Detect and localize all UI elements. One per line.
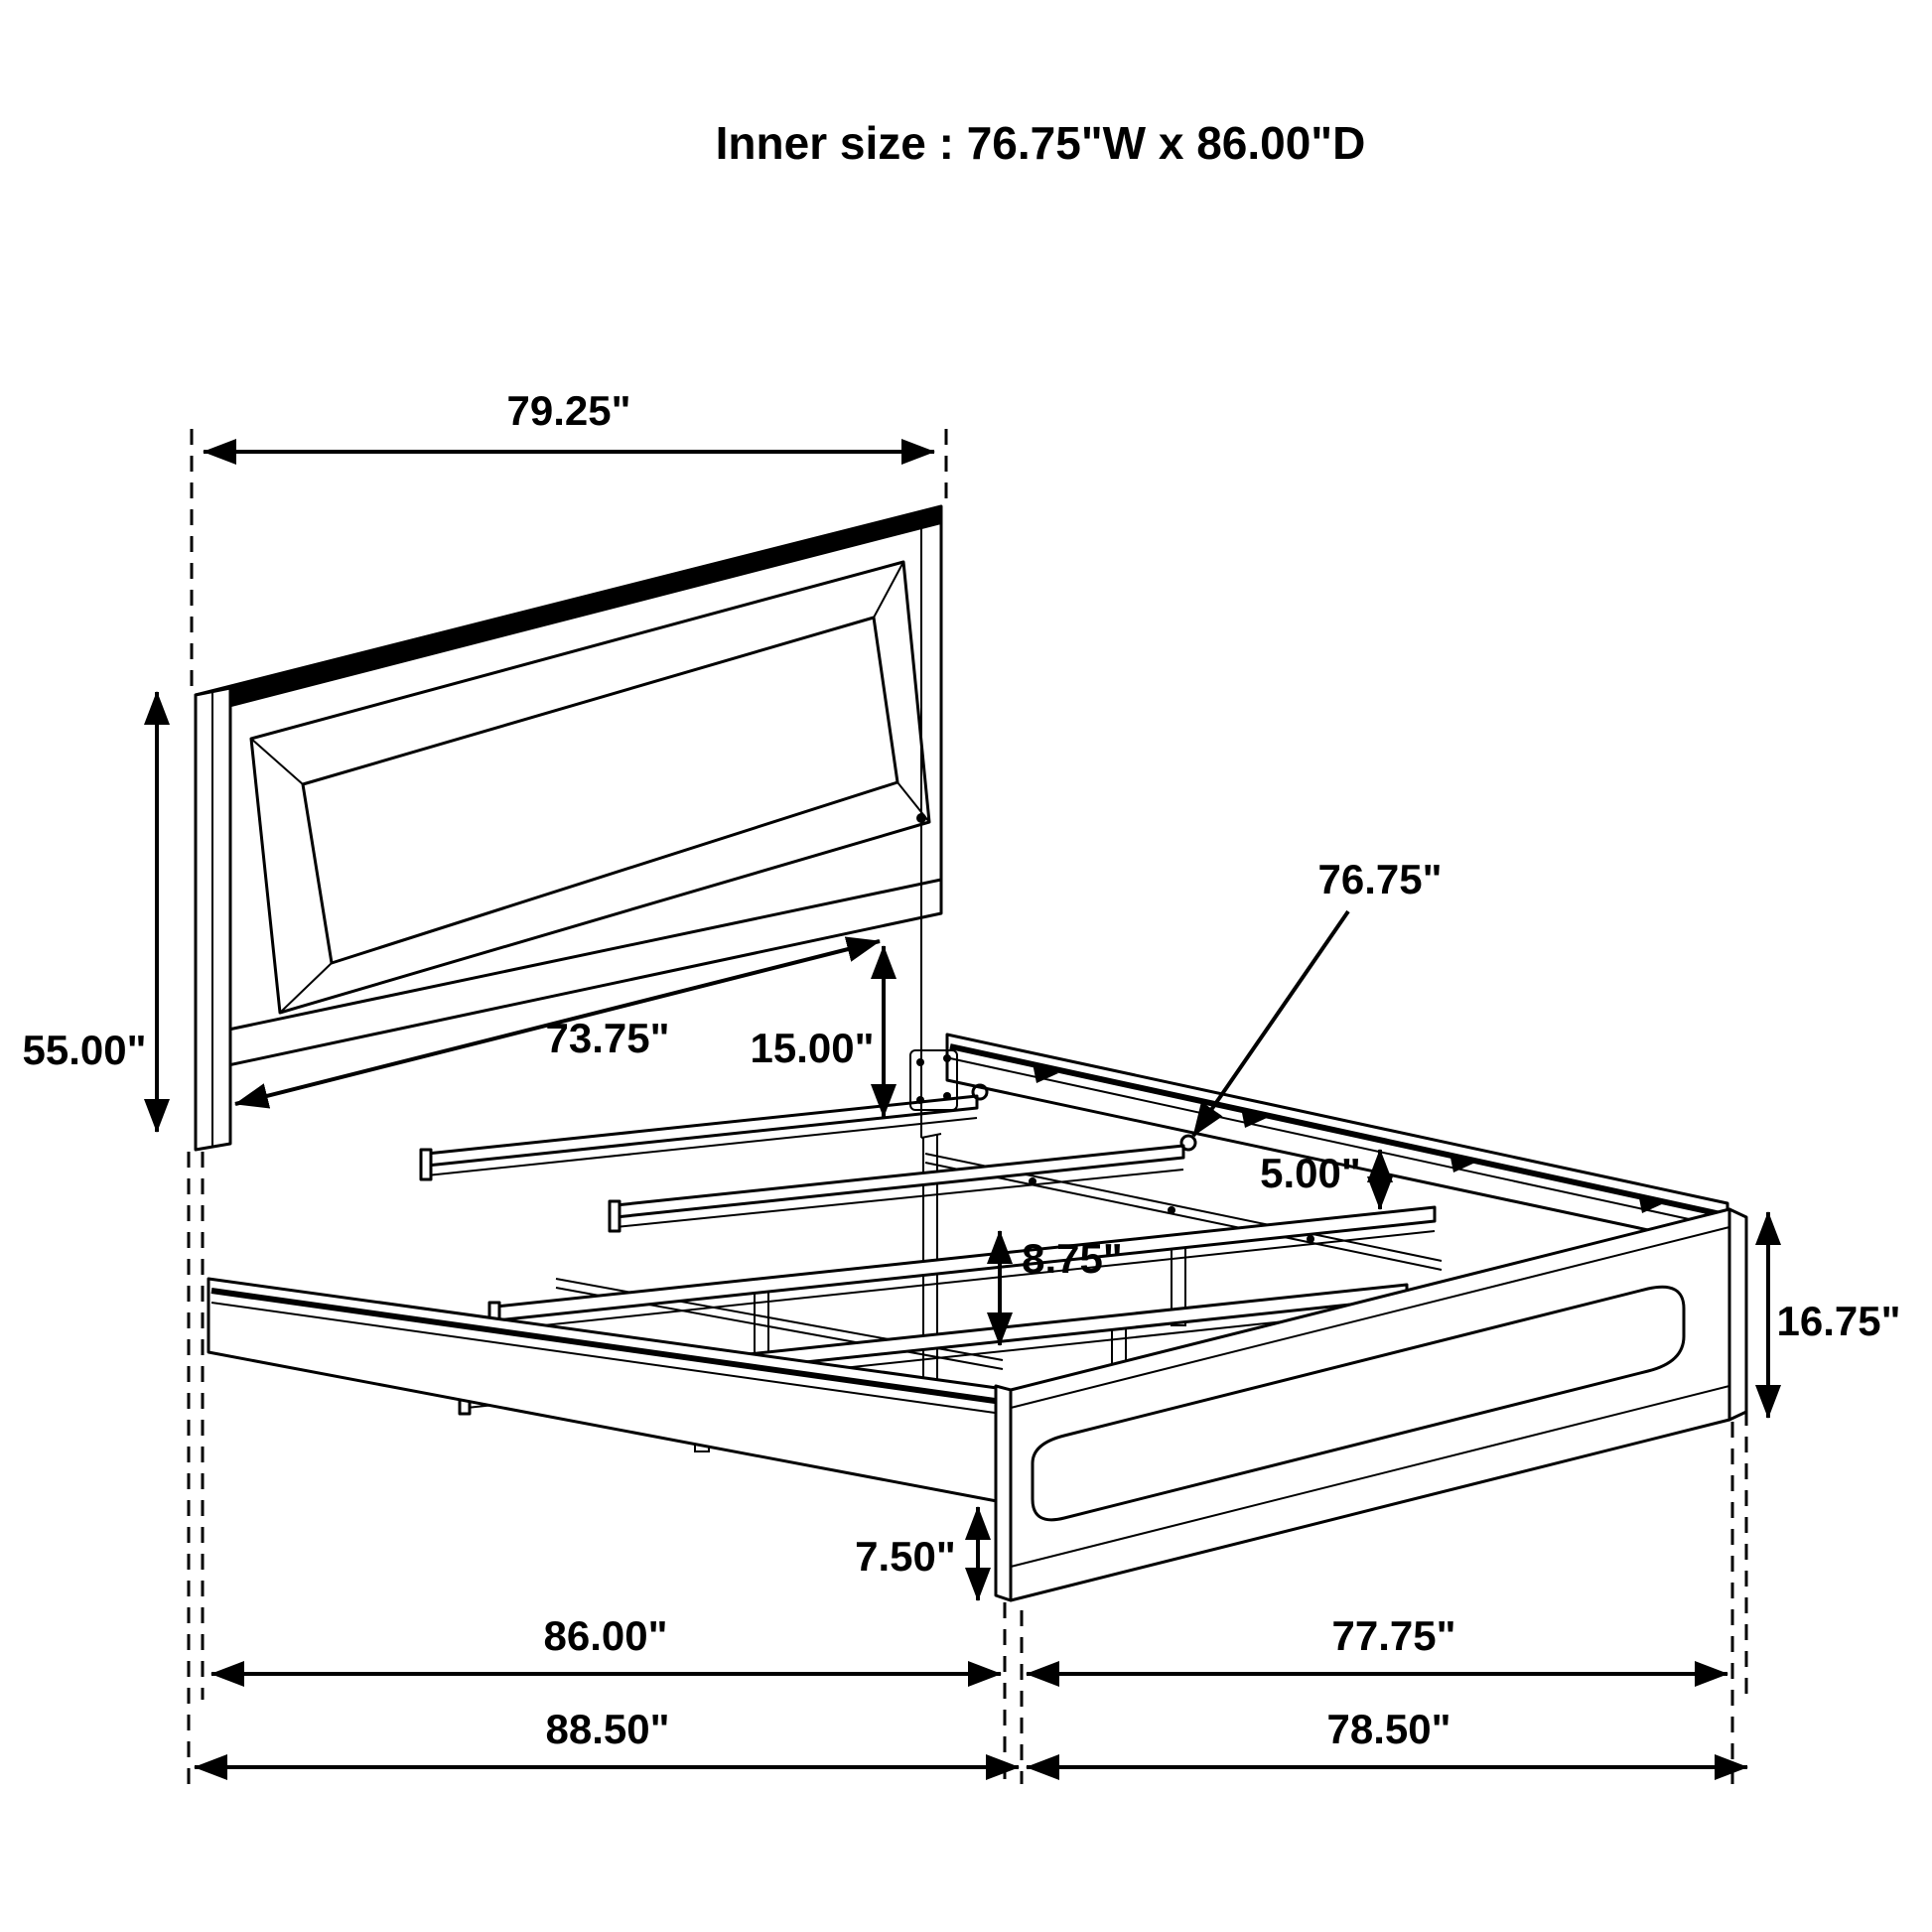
dim-label: 16.75" [1776, 1298, 1901, 1344]
page-title: Inner size : 76.75"W x 86.00"D [715, 117, 1366, 169]
dim-footboard-inner-width [1027, 1612, 1727, 1674]
dim-headboard-width [204, 387, 934, 452]
leader-arrow [1193, 911, 1348, 1136]
far-side-rail [947, 1035, 1727, 1247]
cross-bar-upper2 [610, 1136, 1195, 1231]
dim-label: 76.75" [1317, 856, 1443, 902]
dim-outer-depth [195, 1706, 1019, 1767]
dim-label: 7.50" [855, 1533, 956, 1580]
dim-footboard-outer-width [1027, 1706, 1747, 1767]
footboard-end-face [1729, 1209, 1746, 1420]
dim-label: 73.75" [545, 1015, 670, 1061]
dim-label: 79.25" [506, 387, 631, 434]
dim-inner-width-leader [1193, 856, 1443, 1136]
dim-label: 8.75" [1022, 1235, 1123, 1282]
footboard-left-leg [996, 1386, 1011, 1600]
dim-label: 86.00" [543, 1612, 668, 1659]
far-rail-band [947, 1035, 1727, 1247]
near-rail-band [208, 1279, 997, 1501]
dim-label: 88.50" [545, 1706, 670, 1752]
eye-bolt-icon [1181, 1136, 1195, 1150]
dim-label: 15.00" [750, 1025, 875, 1071]
far-rail-ledge-line [950, 1058, 1725, 1227]
dim-footboard-height [1768, 1212, 1901, 1418]
dim-label: 77.75" [1331, 1612, 1456, 1659]
dim-label: 55.00" [22, 1027, 147, 1073]
dim-label: 5.00" [1260, 1150, 1361, 1196]
bolt-dot [1307, 1235, 1314, 1243]
dim-label: 78.50" [1326, 1706, 1451, 1752]
near-side-rail [208, 1279, 997, 1501]
cross-bar-upper [421, 1085, 987, 1179]
dim-headboard-height [22, 692, 157, 1132]
dim-headboard-post-height [750, 946, 884, 1117]
dim-rail-floor-clearance [855, 1507, 978, 1600]
dim-inner-depth [211, 1612, 1001, 1674]
bolt-dot [1168, 1206, 1175, 1214]
